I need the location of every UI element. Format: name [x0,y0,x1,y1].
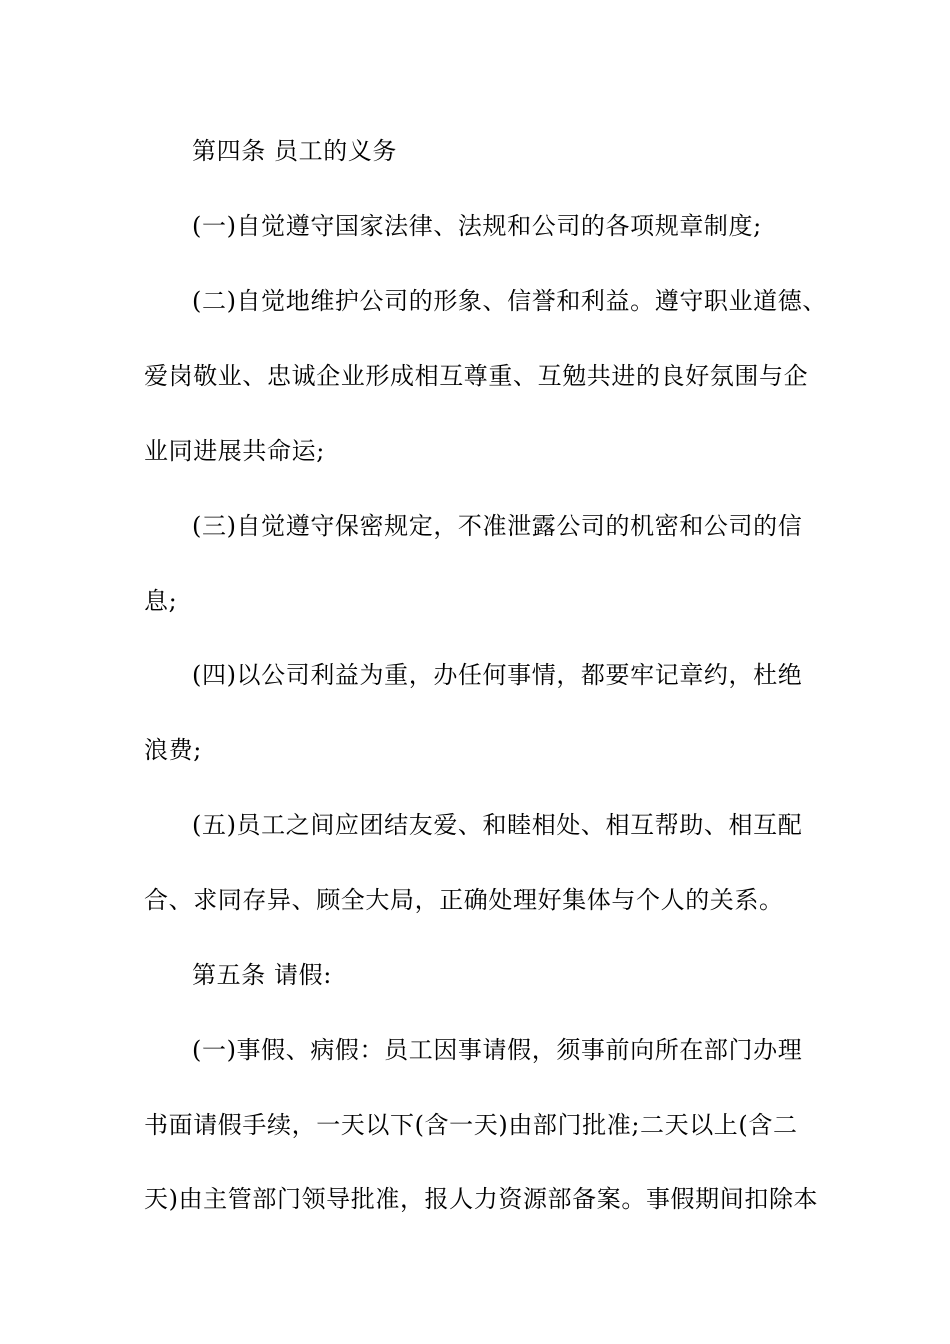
paragraph-line: 息; [144,587,178,615]
paragraph-line: 合、求同存异、顾全大局，正确处理好集体与个人的关系。 [144,886,784,914]
paragraph-line: (五)员工之间应团结友爱、和睦相处、相互帮助、相互配 [192,811,803,839]
paragraph-line: 浪费; [144,736,202,764]
paragraph-line: (三)自觉遵守保密规定，不准泄露公司的机密和公司的信 [192,512,803,540]
paragraph-line: (一)事假、病假：员工因事请假，须事前向所在部门办理 [192,1036,803,1064]
paragraph-line: 业同进展共命运; [144,437,325,465]
paragraph-line: 书面请假手续，一天以下(含一天)由部门批准;二天以上(含二 [144,1111,798,1139]
paragraph-line: 爱岗敬业、忠诚企业形成相互尊重、互勉共进的良好氛围与企 [144,362,809,390]
paragraph-line: 天)由主管部门领导批准，报人力资源部备案。事假期间扣除本 [144,1185,819,1213]
paragraph-line: (二)自觉地维护公司的形象、信誉和利益。遵守职业道德、 [192,287,827,315]
paragraph-line: (一)自觉遵守国家法律、法规和公司的各项规章制度; [192,212,762,240]
paragraph-line: (四)以公司利益为重，办任何事情，都要牢记章约，杜绝 [192,661,803,689]
article-5-heading: 第五条 请假: [192,961,332,989]
article-4-heading: 第四条 员工的义务 [192,137,398,165]
